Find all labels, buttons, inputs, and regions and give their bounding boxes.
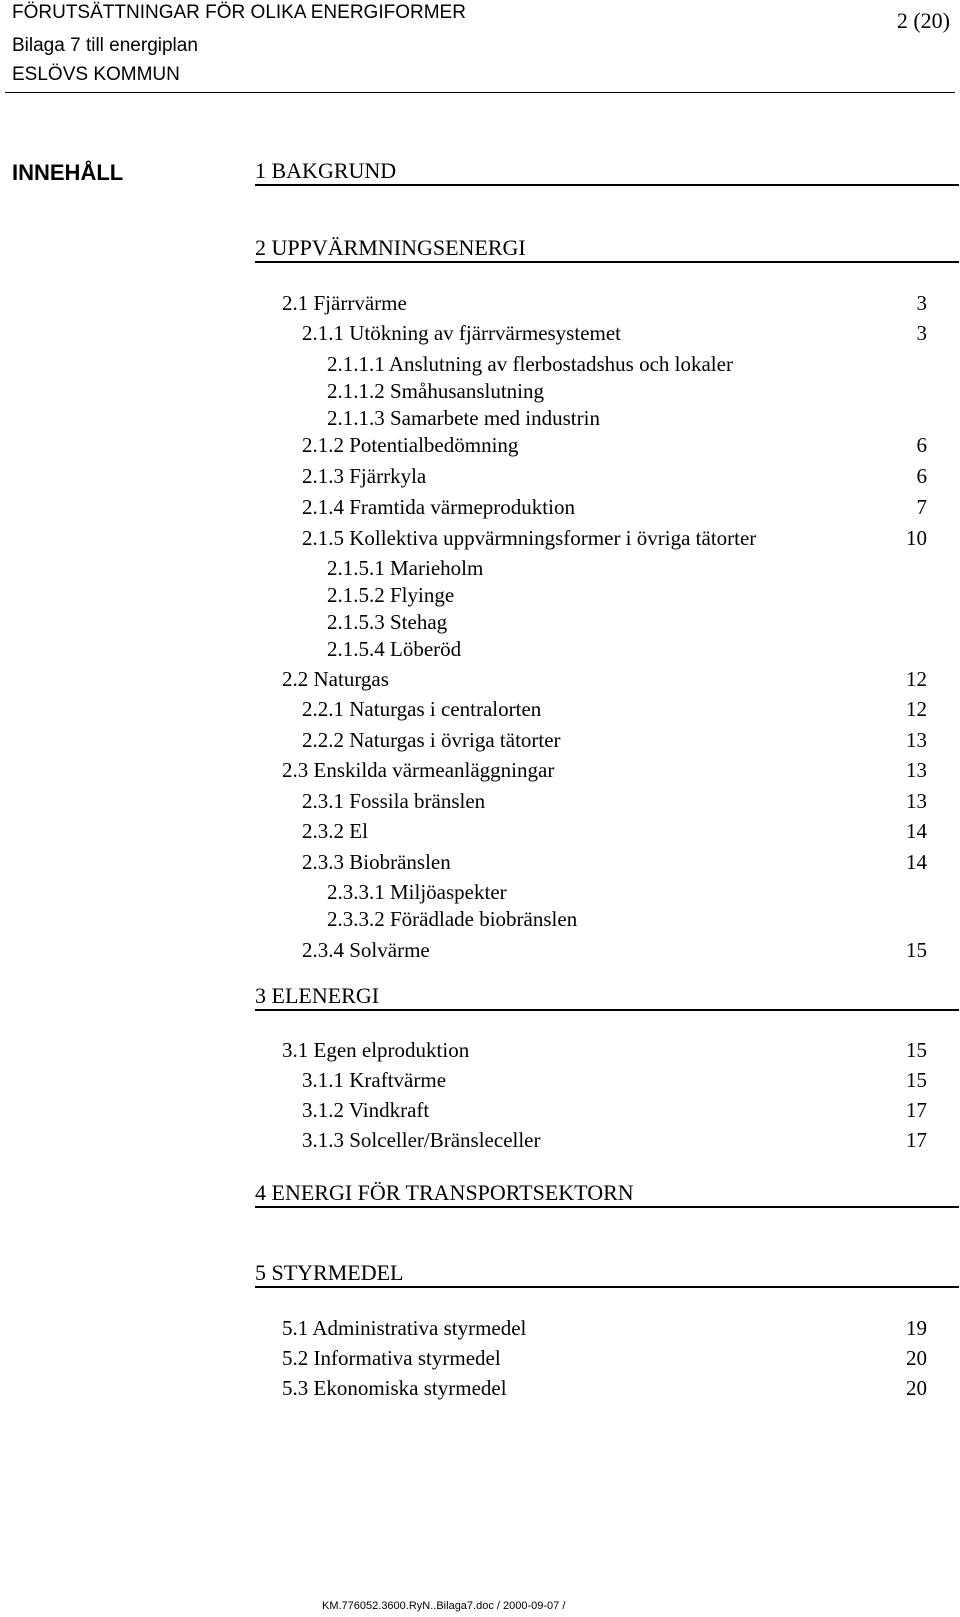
toc-entry-page: 15 [906, 1038, 927, 1062]
toc-entry-page: 12 [906, 667, 927, 691]
toc-entry-page: 13 [906, 728, 927, 752]
toc-entry-label: 2.1.1 Utökning av fjärrvärmesystemet [302, 321, 621, 345]
toc-entry-label: 2.1.5.1 Marieholm [327, 556, 484, 580]
page-number: 2 (20) [896, 8, 950, 33]
toc-entry-page: 17 [906, 1128, 927, 1152]
toc-entry-label: 3.1.1 Kraftvärme [302, 1068, 447, 1092]
toc-entry-page: 13 [906, 758, 927, 782]
toc-entry-label: 2.3.3.2 Förädlade biobränslen [327, 907, 578, 931]
toc-entry-page: 7 [916, 495, 927, 519]
toc-entry-label: 2.3.3.1 Miljöaspekter [327, 880, 507, 904]
toc-entry-page: 19 [906, 1316, 927, 1340]
toc-section-title: 3 ELENERGI [255, 983, 959, 1011]
header-municipality: ESLÖVS KOMMUN [12, 64, 180, 85]
toc-entry-label: 2.1.3 Fjärrkyla [302, 464, 427, 488]
toc-entry-label: 2.1.5.3 Stehag [327, 610, 448, 634]
toc-entry-label: 2.1.5 Kollektiva uppvärmningsformer i övriga tätorter [302, 526, 757, 550]
toc-entry-page: 17 [906, 1098, 927, 1122]
toc-entry-label: 2.3.1 Fossila bränslen [302, 789, 486, 813]
toc-entry-page: 3 [916, 321, 927, 345]
toc-entry-page: 3 [916, 291, 927, 315]
toc-entry-label: 3.1.3 Solceller/Bränsleceller [302, 1128, 541, 1152]
toc-entry-label: 2.3.2 El [302, 819, 368, 843]
header-title: FÖRUTSÄTTNINGAR FÖR OLIKA ENERGIFORMER [12, 2, 466, 23]
toc-entry-page: 6 [916, 433, 927, 457]
toc-entry-page: 14 [906, 850, 927, 874]
toc-entry-page: 12 [906, 697, 927, 721]
toc-entry-label: 2.1.5.4 Löberöd [327, 637, 462, 661]
toc-entry-page: 15 [906, 1068, 927, 1092]
toc-entry-label: 2.1.5.2 Flyinge [327, 583, 455, 607]
toc-section-title: 4 ENERGI FÖR TRANSPORTSEKTORN [255, 1180, 959, 1208]
header-divider [5, 92, 955, 93]
toc-entry-page: 20 [906, 1376, 927, 1400]
header-subtitle: Bilaga 7 till energiplan [12, 35, 198, 56]
toc-entry-label: 3.1 Egen elproduktion [282, 1038, 470, 1062]
toc-entry-label: 2.3.3 Biobränslen [302, 850, 451, 874]
toc-heading: INNEHÅLL [12, 160, 124, 185]
toc-entry-page: 6 [916, 464, 927, 488]
toc-entry-label: 2.2 Naturgas [282, 667, 389, 691]
toc-section-title: 1 BAKGRUND [255, 158, 959, 186]
toc-entry-label: 2.1 Fjärrvärme [282, 291, 407, 315]
toc-entry-page: 13 [906, 789, 927, 813]
toc-entry-label: 2.1.1.3 Samarbete med industrin [327, 406, 600, 430]
toc-entry-page: 20 [906, 1346, 927, 1370]
toc-entry-label: 2.1.1.2 Småhusanslutning [327, 379, 545, 403]
toc-entry-page: 14 [906, 819, 927, 843]
toc-section-title: 2 UPPVÄRMNINGSENERGI [255, 235, 959, 263]
toc-entry-label: 5.3 Ekonomiska styrmedel [282, 1376, 507, 1400]
toc-entry-label: 2.3.4 Solvärme [302, 938, 430, 962]
toc-section-title: 5 STYRMEDEL [255, 1260, 959, 1288]
document-footer: KM.776052.3600.RyN..Bilaga7.doc / 2000-09-07 / [322, 1600, 566, 1612]
toc-entry-label: 2.3 Enskilda värmeanläggningar [282, 758, 555, 782]
toc-entry-label: 5.2 Informativa styrmedel [282, 1346, 501, 1370]
toc-entry-label: 2.2.2 Naturgas i övriga tätorter [302, 728, 561, 752]
toc-entry-label: 2.1.4 Framtida värmeproduktion [302, 495, 575, 519]
toc-entry-page: 15 [906, 938, 927, 962]
toc-entry-label: 2.1.2 Potentialbedömning [302, 433, 519, 457]
toc-entry-label: 3.1.2 Vindkraft [302, 1098, 430, 1122]
toc-entry-label: 5.1 Administrativa styrmedel [282, 1316, 527, 1340]
toc-entry-label: 2.1.1.1 Anslutning av flerbostadshus och lokaler [327, 352, 733, 376]
toc-entry-label: 2.2.1 Naturgas i centralorten [302, 697, 542, 721]
toc-entry-page: 10 [906, 526, 927, 550]
